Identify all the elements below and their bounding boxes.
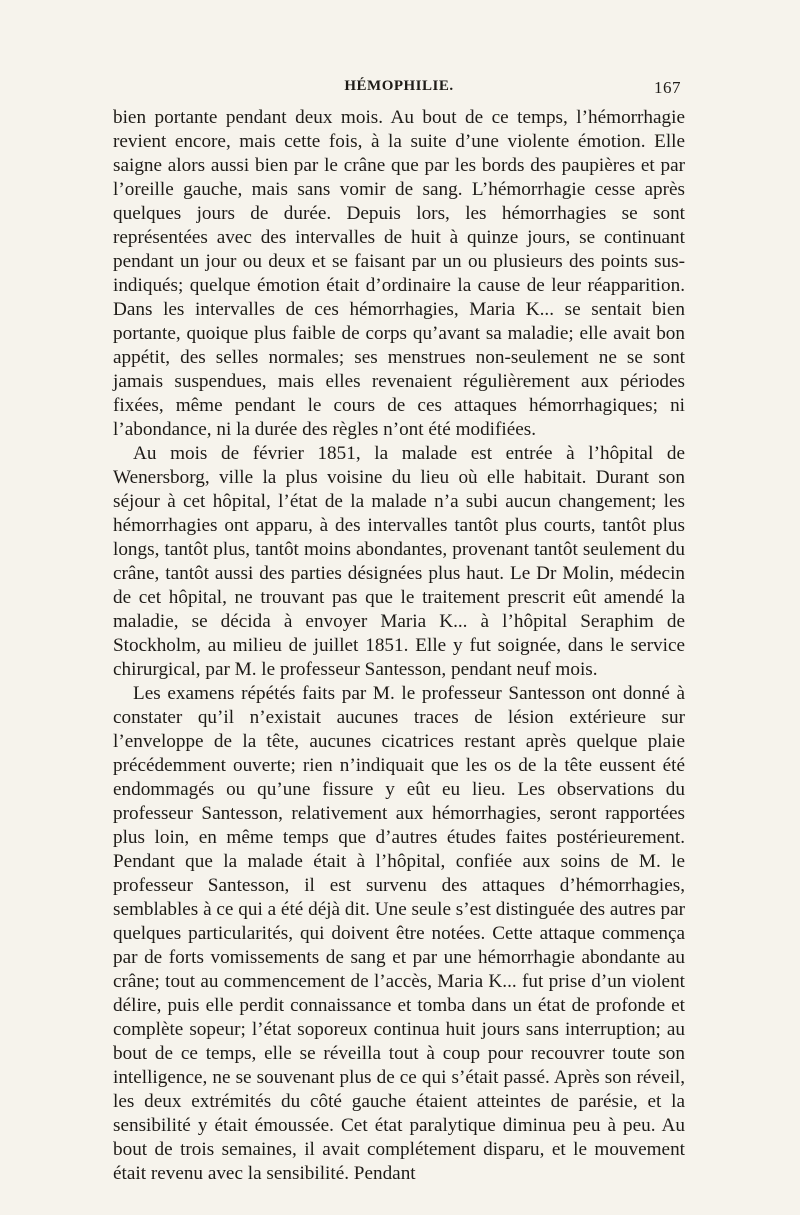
running-head — [113, 70, 685, 104]
book-page — [113, 70, 685, 1184]
paragraph: bien portante pendant deux mois. Au bout de ce temps, l’hémorrhagie revient encore, mais cette fois, à la suite d’une violente émotion. Elle saigne alors aussi bien par le crâne que par les bords des paupières et par l’oreille gauche, mais sans vomir de sang. L’hémorrhagie cesse après quelques jours de durée. Depuis lors, les hémorrhagies se sont représentées avec des intervalles de huit à quinze jours, se continuant pendant un jour ou deux et se faisant par un ou plusieurs des points sus-indiqués; quelque émotion était d’ordinaire la cause de leur réapparition. Dans les intervalles de ces hémorrhagies, Maria K... se sentait bien portante, quoique plus faible de corps qu’avant sa maladie; elle avait bon appétit, des selles normales; ses menstrues non-seulement ne se sont jamais suspendues, mais elles revenaient régulièrement aux périodes fixées, même pendant le cours de ces attaques hémorrhagiques; ni l’abondance, ni la durée des règles n’ont été modifiées. — [113, 107, 685, 440]
paragraph: Au mois de février 1851, la malade est entrée à l’hôpital de Wenersborg, ville la plus voisine du lieu où elle habitait. Durant son séjour à cet hôpital, l’état de la malade n’a subi aucun changement; les hémorrhagies ont apparu, à des intervalles tantôt plus courts, tantôt plus longs, tantôt plus, tantôt moins abondantes, provenant tantôt seulement du crâne, tantôt aussi des parties désignées plus haut. Le Dr Molin, médecin de cet hôpital, ne trouvant pas que le traitement prescrit eût amendé la maladie, se décida à envoyer Maria K... à l’hôpital Seraphim de Stockholm, au milieu de juillet 1851. Elle y fut soignée, dans le service chirurgical, par M. le professeur Santesson, pendant neuf mois. — [113, 443, 685, 680]
page-number: 167 — [654, 78, 681, 97]
running-title: HÉMOPHILIE. — [344, 78, 454, 94]
paragraph: Les examens répétés faits par M. le professeur Santesson ont donné à constater qu’il n’existait aucunes traces de lésion extérieure sur l’enveloppe de la tête, aucunes cicatrices restant après quelque plaie précédemment ouverte; rien n’indiquait que les os de la tête eussent été endommagés ou qu’une fissure y eût eu lieu. Les observations du professeur Santesson, relativement aux hémorrhagies, seront rapportées plus loin, en même temps que d’autres études faites postérieurement. Pendant que la malade était à l’hôpital, confiée aux soins de M. le professeur Santesson, il est survenu des attaques d’hémorrhagies, semblables à ce qui a été déjà dit. Une seule s’est distinguée des autres par quelques particularités, qui doivent être notées. Cette attaque commença par de forts vomissements de sang et par une hémorrhagie abondante au crâne; tout au commencement de l’accès, Maria K... fut prise d’un violent délire, puis elle perdit connaissance et tomba dans un état de profonde et complète sopeur; l’état soporeux continua huit jours sans interruption; au bout de ce temps, elle se réveilla tout à coup pour recouvrer toute son intelligence, ne se souvenant plus de ce qui s’était passé. Après son réveil, les deux extrémités du côté gauche étaient atteintes de parésie, et la sensibilité y était émoussée. Cet état paralytique diminua peu à peu. Au bout de trois semaines, il avait complétement disparu, et le mouvement était revenu avec la sensibilité. Pendant — [113, 683, 685, 1184]
body-text — [113, 106, 685, 1186]
